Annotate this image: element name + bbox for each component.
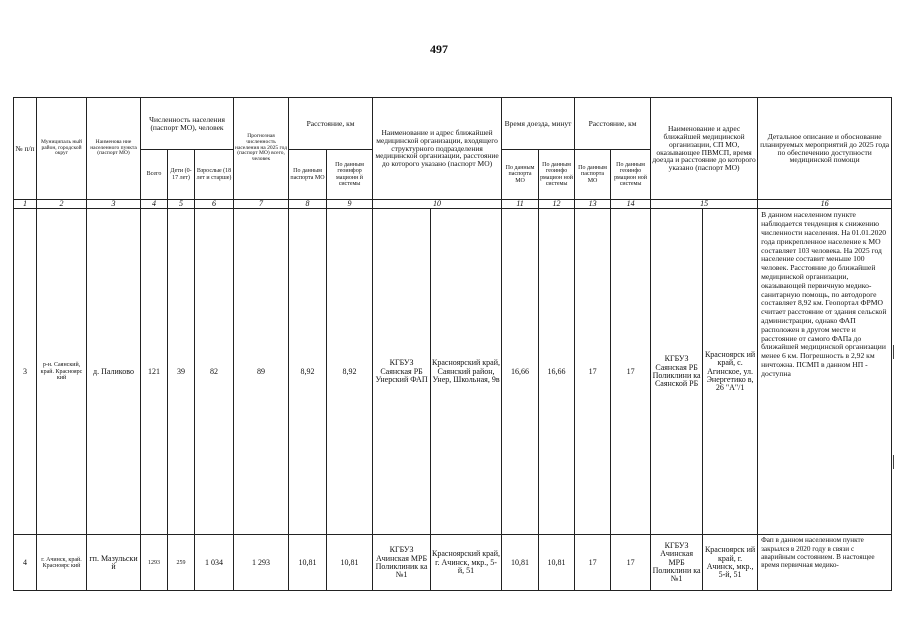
header-adults: Взрослые (18 лет и старше): [195, 150, 234, 200]
header-total: Всего: [141, 150, 168, 200]
header-dist2-gis: По данным геоинфо рмацион ной системы: [611, 150, 651, 200]
header-description: Детальное описание и обоснование планируемых мероприятий до 2025 года по обеспечению доступности медицинской помощи: [758, 98, 892, 200]
row-pmsp-address: Красноярск ий край, г. Ачинск, мкр., 5-й, 51: [703, 535, 758, 591]
scan-mark: [893, 455, 894, 469]
column-number: 15: [651, 200, 758, 209]
row-settlement: д. Паликово: [87, 209, 141, 535]
row-adults: 1 034: [195, 535, 234, 591]
row-dist2-mo: 17: [575, 209, 611, 535]
column-number: 10: [373, 200, 502, 209]
row-org-name: КГБУЗ Ачинская МРБ Поликлиник ка №1: [373, 535, 431, 591]
header-children: Дети (0-17 лет): [168, 150, 195, 200]
column-number: 6: [195, 200, 234, 209]
page-number: 497: [430, 42, 448, 56]
row-time-mo: 16,66: [502, 209, 539, 535]
row-number: 4: [14, 535, 37, 591]
column-number: 2: [37, 200, 87, 209]
row-dist-gis: 10,81: [327, 535, 373, 591]
row-org-address: Красноярский край, г. Ачинск, мкр., 5-й, 51: [431, 535, 502, 591]
column-number: 1: [14, 200, 37, 209]
row-children: 259: [168, 535, 195, 591]
header-number: № п/п: [14, 98, 37, 200]
header-time-mo: По данным паспорта МО: [502, 150, 539, 200]
row-description: В данном населенном пункте наблюдается тенденция к снижению численности населения. На 01.01.2020 года прикрепленное население к МО составляет 103 человека. На 2025 год население составит меньше 100 человек. Расстояние до ближайшей медицинской организации, оказывающей первичную медико-санитарную помощь, по автодороге составляет 8,92 км. Геопортал ФРМО считает расстояние от здания сельской администрации, однако ФАП расположен в другом месте и расстояние от самого ФАПа до ближайшей медицинской организации менее 6 км. Погрешность в 2,92 км ничтожна. ПСМП в данном НП - доступна: [758, 209, 892, 535]
row-org-address: Красноярский край, Саянский район, Унер, Школьная, 9в: [431, 209, 502, 535]
column-number: 7: [234, 200, 289, 209]
header-distance-group: Расстояние, км: [289, 98, 373, 150]
row-settlement: гп. Мазульски й: [87, 535, 141, 591]
row-forecast: 1 293: [234, 535, 289, 591]
column-number: 16: [758, 200, 892, 209]
facility-table: [13, 97, 892, 591]
row-dist-mo: 10,81: [289, 535, 327, 591]
row-forecast: 89: [234, 209, 289, 535]
table-row: [14, 535, 892, 591]
column-number: 4: [141, 200, 168, 209]
row-district: г. Ачинск, край. Красноярс кий: [37, 535, 87, 591]
column-number: 9: [327, 200, 373, 209]
row-time-mo: 10,81: [502, 535, 539, 591]
column-number: 13: [575, 200, 611, 209]
row-pmsp-name: КГБУЗ Ачинская МРБ Поликлини ка №1: [651, 535, 703, 591]
row-dist2-mo: 17: [575, 535, 611, 591]
header-population-group: Численность населения (паспорт МО), человек: [141, 98, 234, 150]
header-pmsp-org: Наименование и адрес ближайшей медицинской организации, СП МО, оказывающее ПВМСП, время доезда и расстояние до которого указано (паспорт МО): [651, 98, 758, 200]
row-district: р-н. Саянский, край. Красноярс кий: [37, 209, 87, 535]
row-time-gis: 16,66: [539, 209, 575, 535]
table-row: [14, 209, 892, 535]
header-nearest-org: Наименование и адрес ближайшей медицинской организации, входящего структурного подразделения медицинской организации, расстояние до которого указано (паспорт МО): [373, 98, 502, 200]
header-dist-gis: По данным геоинфор мационн й системы: [327, 150, 373, 200]
row-time-gis: 10,81: [539, 535, 575, 591]
header-dist2-mo: По данным паспорта МО: [575, 150, 611, 200]
header-dist-mo: По данным паспорта МО: [289, 150, 327, 200]
header-time-group: Время доезда, минут: [502, 98, 575, 150]
header-forecast: Прогнозная численность населения на 2025 год (паспорт МО) всего, человек: [234, 98, 289, 200]
row-org-name: КГБУЗ Саянская РБ Унерский ФАП: [373, 209, 431, 535]
scan-mark: [893, 345, 894, 359]
column-number: 3: [87, 200, 141, 209]
row-number: 3: [14, 209, 37, 535]
row-pmsp-name: КГБУЗ Саянская РБ Поликлини ка Саянской РБ: [651, 209, 703, 535]
header-time-gis: По данным геоинфо рмацион ной системы: [539, 150, 575, 200]
column-number: 14: [611, 200, 651, 209]
row-dist-gis: 8,92: [327, 209, 373, 535]
row-dist-mo: 8,92: [289, 209, 327, 535]
header-distance2-group: Расстояние, км: [575, 98, 651, 150]
row-pmsp-address: Красноярск ий край, с. Агинское, ул. Энергетико в, 26 "А"/1: [703, 209, 758, 535]
header-settlement: Наименова ние населенного пункта (паспорт МО): [87, 98, 141, 200]
row-description: Фап в данном населенном пункте закрылся в 2020 году в связи с аварийным состоянием. В настоящее время первичная медико-: [758, 535, 892, 591]
column-number: 12: [539, 200, 575, 209]
row-total: 1293: [141, 535, 168, 591]
column-number: 8: [289, 200, 327, 209]
row-adults: 82: [195, 209, 234, 535]
row-dist2-gis: 17: [611, 209, 651, 535]
row-dist2-gis: 17: [611, 535, 651, 591]
header-district: Муниципаль ный район, городской округ: [37, 98, 87, 200]
column-number: 5: [168, 200, 195, 209]
row-children: 39: [168, 209, 195, 535]
row-total: 121: [141, 209, 168, 535]
column-number: 11: [502, 200, 539, 209]
